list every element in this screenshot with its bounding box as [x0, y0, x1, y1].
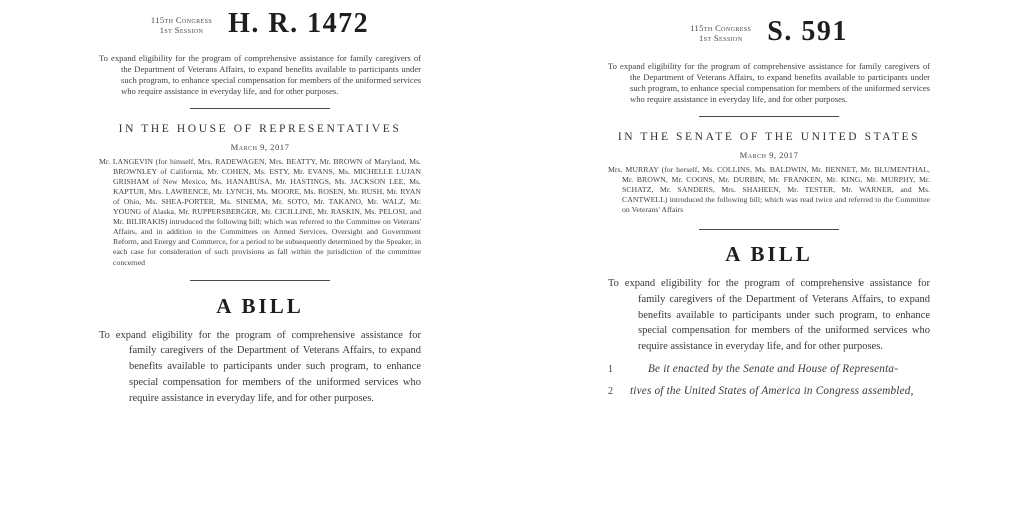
bill-summary-text: To expand eligibility for the program of comprehensive assistance for family caregivers of the Department of Veterans Affairs, to expand benefits available to participants under such program, to enhance special compensation for members of the uniformed services who require assistance in everyday life, and for other purposes.	[99, 329, 421, 404]
line-number: 2	[608, 386, 613, 398]
congress-session-block	[151, 8, 212, 35]
session-label: 1st Session	[159, 25, 204, 35]
line-number: 1	[608, 364, 613, 376]
session-label: 1st Session	[698, 33, 743, 43]
congress-label: 115th Congress	[150, 15, 213, 25]
section-rule	[699, 116, 839, 117]
section-rule	[699, 229, 839, 230]
introduction-date: March 9, 2017	[739, 149, 799, 160]
bill-summary-text: To expand eligibility for the program of comprehensive assistance for family caregivers of the Department of Veterans Affairs, to expand benefits available to participants under such program, to enhance special compensation for members of the uniformed services who require assistance in everyday life, and for other purposes.	[608, 278, 930, 353]
preamble-text: To expand eligibility for the program of comprehensive assistance for family caregivers of the Department of Veterans Affairs, to expand benefits available to participants under such program, to enhance special compensation for members of the uniformed services who require assistance in everyday life, and for other purposes.	[608, 61, 930, 104]
section-rule	[190, 108, 330, 109]
chamber-heading: IN THE HOUSE OF REPRESENTATIVES	[118, 122, 402, 135]
bill-number: H. R. 1472	[228, 8, 370, 39]
senate-bill-document	[608, 0, 930, 407]
senate-bill-header	[608, 16, 930, 48]
sponsors-paragraph: Mrs. MURRAY (for herself, Ms. COLLINS, Ms. BALDWIN, Mr. BENNET, Mr. BLUMENTHAL, Mr. BROWN, Mr. COONS, Mr. DURBIN, Mr. FRANKEN, Mr. KING, Mr. MURPHY, Mr. SCHATZ, Mr. SANDERS, Mrs. SHAHEEN, Mr. TESTER, Mr. WARNER, and Ms. CANTWELL) introduced the following bill; which was read twice and referred to the Committee on Veterans' Affairs	[608, 164, 930, 214]
sponsors-paragraph: Mr. LANGEVIN (for himself, Mrs. RADEWAGEN, Mrs. BEATTY, Mr. BROWN of Maryland, Ms. BROWNLEY of California, Mr. COHEN, Ms. ESTY, Mr. EVANS, Ms. MICHELLE LUJAN GRISHAM of New Mexico, Ms. HANABUSA, Mr. HASTINGS, Ms. JACKSON LEE, Ms. KAPTUR, Mrs. LAWRENCE, Mr. LYNCH, Ms. MOORE, Ms. ROSEN, Mr. RUSH, Mr. RYAN of Ohio, Ms. SHEA-PORTER, Ms. SINEMA, Mr. SOTO, Mr. TAKANO, Mr. WALZ, Mr. YOUNG of Alaska, Mr. RUPPERSBERGER, Mr. CICILLINE, Mr. RASKIN, Ms. PELOSI, and Mr. BILIRAKIS) introduced the following bill; which was referred to the Committee on Veterans' Affairs, and in addition to the Committees on Armed Services, Oversight and Government Reform, and Energy and Commerce, for a period to be subsequently determined by the Speaker, in each case for consideration of such provisions as fall within the jurisdiction of the committee concerned	[99, 156, 421, 267]
chamber-heading: IN THE SENATE OF THE UNITED STATES	[617, 130, 921, 143]
bill-heading: A BILL	[725, 242, 813, 267]
congress-session-block	[690, 16, 751, 43]
house-bill-header	[99, 8, 421, 40]
house-bill-document	[99, 0, 421, 407]
bill-heading: A BILL	[216, 293, 304, 318]
congress-label: 115th Congress	[690, 23, 752, 33]
enacting-clause	[608, 363, 930, 407]
enacting-line	[608, 385, 930, 407]
enacting-line-text: Be it enacted by the Senate and House of Representa-	[648, 363, 899, 376]
section-rule	[190, 280, 330, 281]
introduction-date: March 9, 2017	[230, 141, 290, 152]
enacting-line	[608, 363, 930, 385]
preamble-text: To expand eligibility for the program of comprehensive assistance for family caregivers of the Department of Veterans Affairs, to expand benefits available to participants under such program, to enhance special compensation for members of the uniformed services who require assistance in everyday life, and for other purposes.	[99, 53, 421, 96]
enacting-line-text: tives of the United States of America in Congress assembled,	[630, 385, 914, 398]
bill-number: S. 591	[767, 16, 848, 47]
